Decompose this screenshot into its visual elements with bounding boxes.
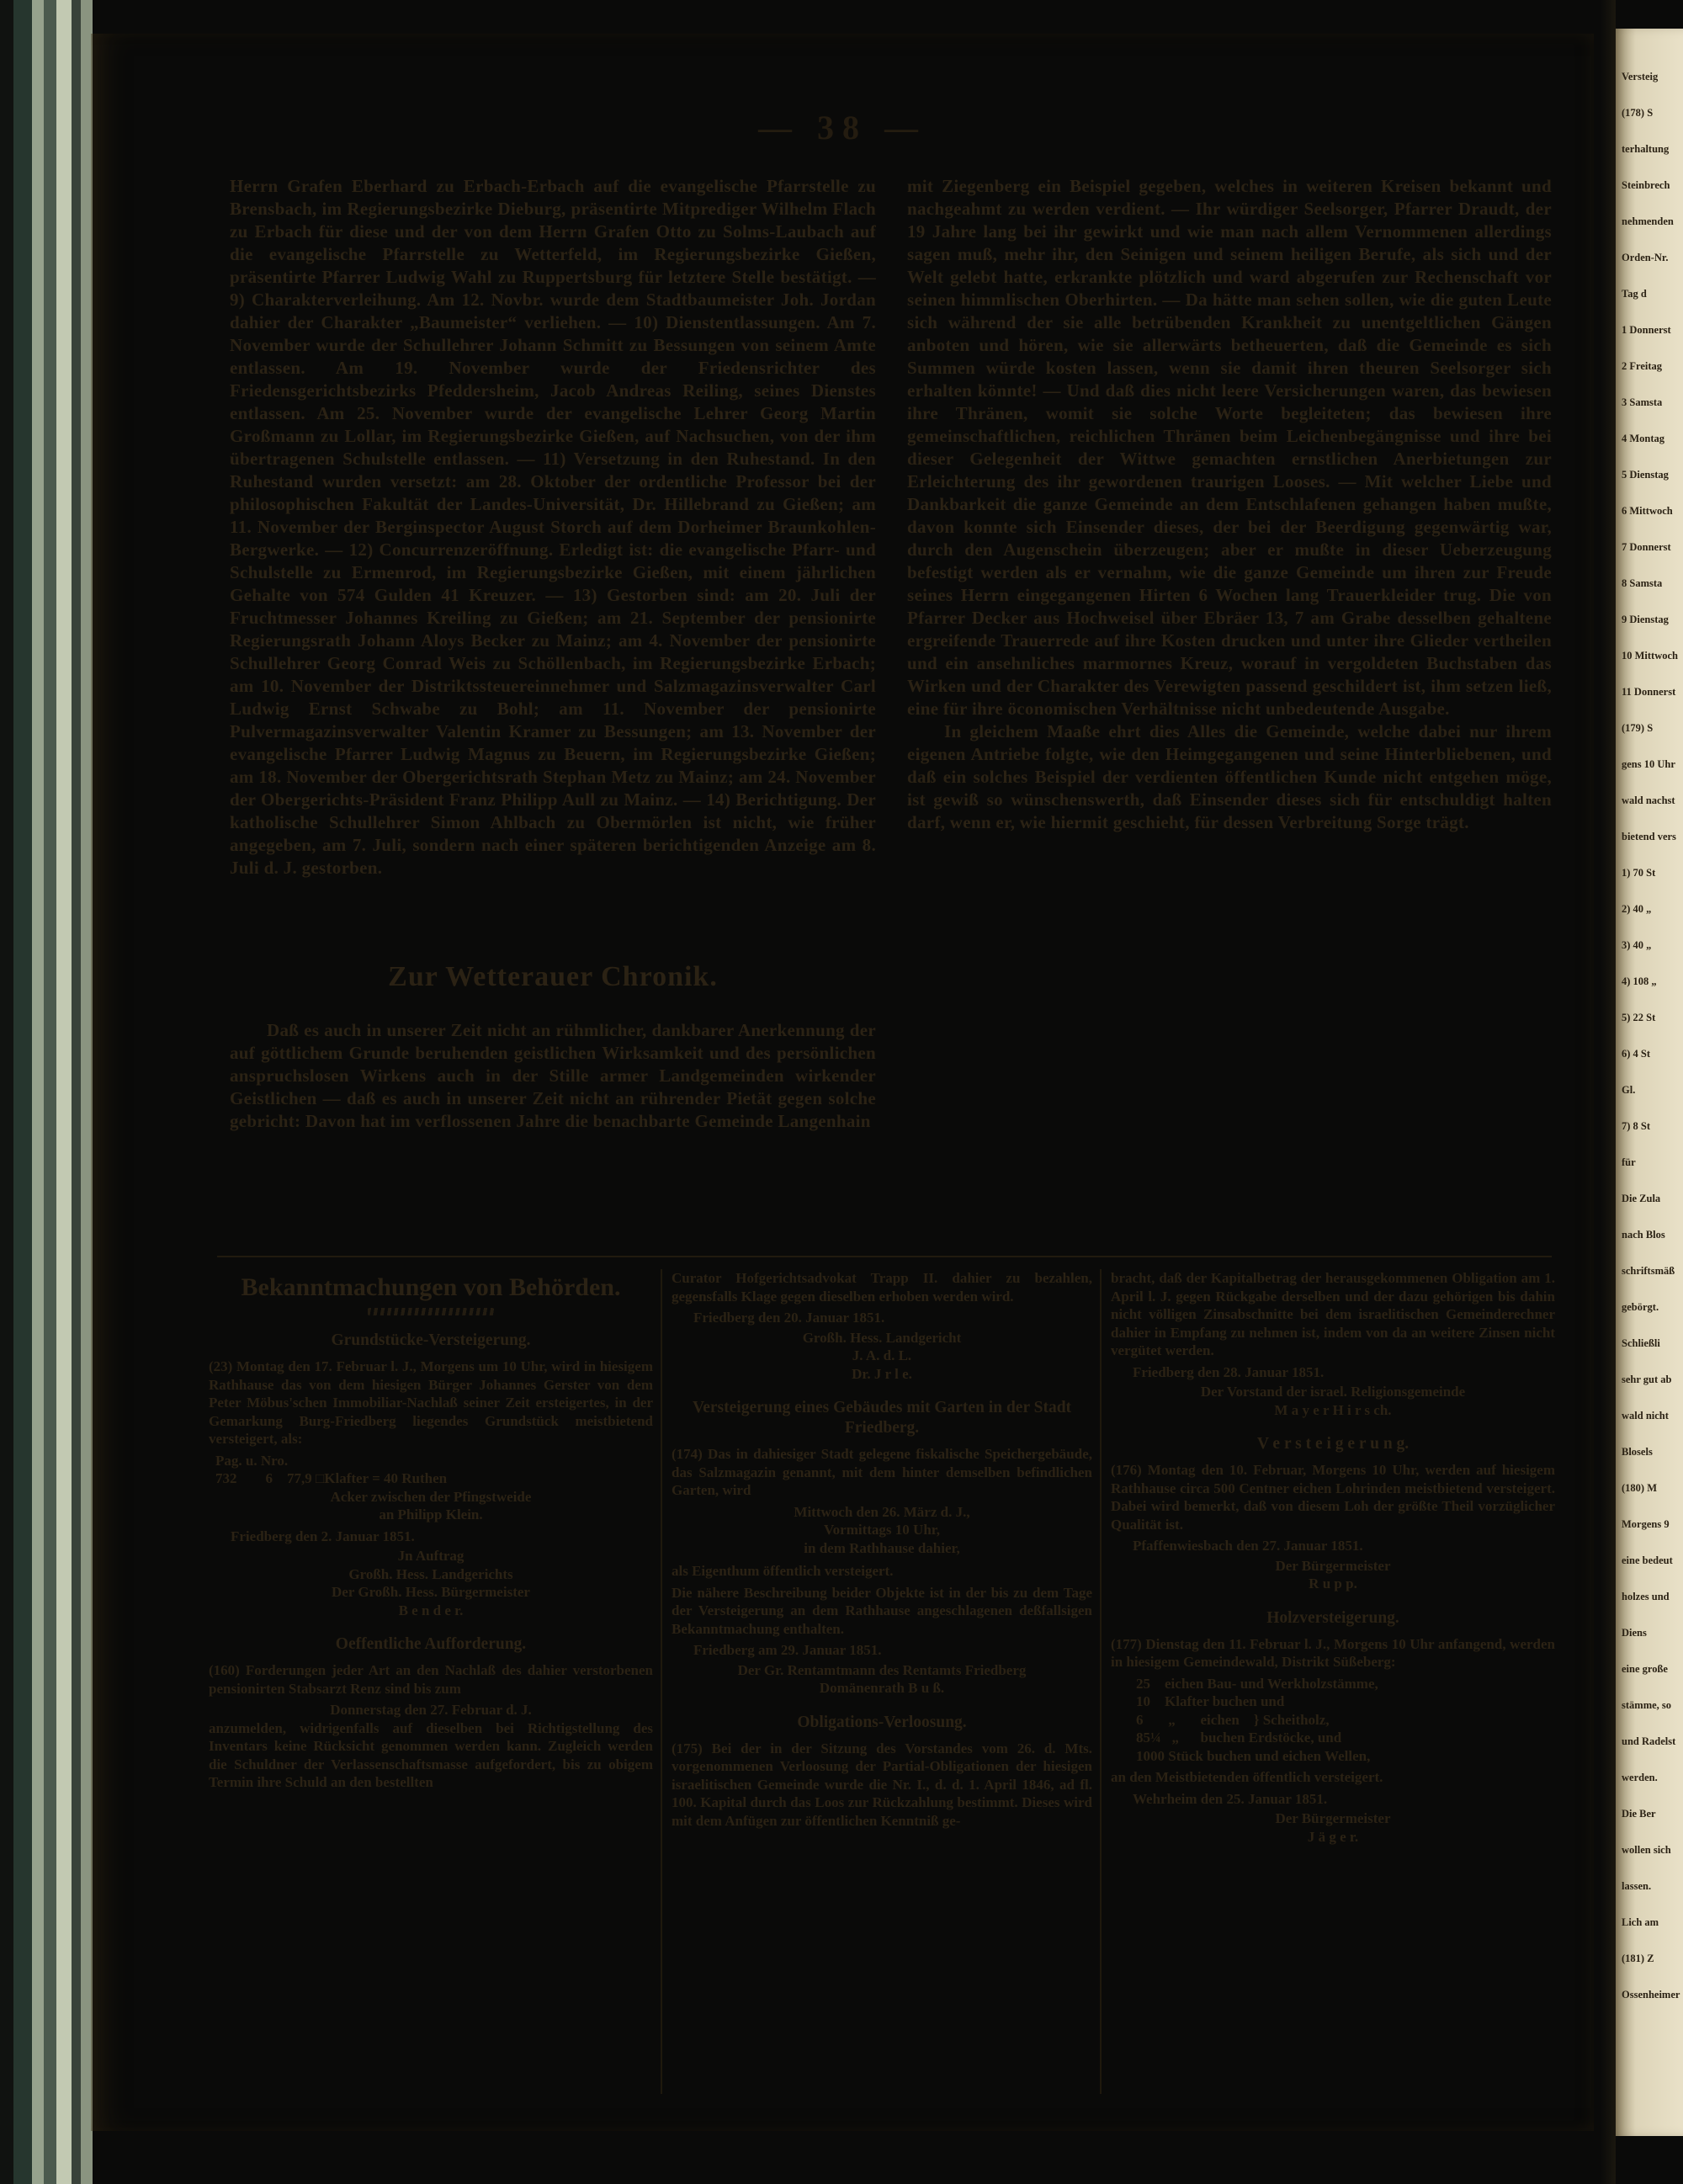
notice-160-body: (160) Forderungen jeder Art an den Nachlaß des dahier verstorbenen pensionirten Stabsarzt Renz sind bis zum bbox=[209, 1662, 653, 1697]
book-edge-strip bbox=[32, 0, 44, 2184]
chronik-body: Daß es auch in unserer Zeit nicht an rühmlicher, dankbarer Anerkennung der auf göttlichem Grunde beruhenden geistlichen Wirksamkeit und des persönlichen anspruchslosen Wirkens auch in der Stille armer Landgemeinden wirkender Geistlichen — daß es auch in unserer Zeit nicht an rührender Pietät gegen solche gebricht: Davon hat im verflossenen Jahre die benachbarte Gemeinde Langenhain bbox=[230, 1020, 876, 1131]
wood-lot-line: 10 Klafter buchen und bbox=[1136, 1693, 1285, 1709]
wood-lot-line: 6 „ eichen } Scheitholz, bbox=[1136, 1711, 1330, 1728]
signature-line: Der Bürgermeister bbox=[1275, 1810, 1391, 1826]
date-line: Friedberg den 28. Januar 1851. bbox=[1133, 1363, 1325, 1380]
signature-line: Domänenrath B u ß. bbox=[819, 1680, 945, 1696]
notice-174-body3: Die nähere Beschreibung beider Objekte ist in der bis zu dem Tage der Versteigerung an dem Rathhause angeschlagenen deßfallsigen Bekanntmachung enthalten. bbox=[672, 1584, 1092, 1637]
upper-left-column bbox=[230, 175, 876, 1133]
next-page-text-fragment: bietend vers bbox=[1622, 831, 1676, 842]
notice-versteigerung-heading: V e r s t e i g e r u n g. bbox=[1256, 1435, 1410, 1453]
date-line: Pfaffenwiesbach den 27. Januar 1851. bbox=[1133, 1538, 1363, 1554]
announcements-title: Bekanntmachungen von Behörden. bbox=[241, 1273, 621, 1301]
auction-datetime-line: Mittwoch den 26. März d. J., bbox=[794, 1503, 970, 1520]
auction-datetime-line: in dem Rathhause dahier, bbox=[804, 1539, 960, 1556]
table-header: Pag. u. Nro. bbox=[215, 1452, 289, 1469]
signature-block bbox=[1111, 1809, 1555, 1846]
next-page-text-fragment: Steinbrech bbox=[1622, 179, 1670, 191]
officials-news-continuation: Herrn Grafen Eberhard zu Erbach-Erbach auf die evangelische Pfarrstelle zu Brensbach, im Regierungsbezirke Dieburg, präsentirte Mitprediger Wilhelm Flach zu Erbach für diese und der von dem Herrn Grafen Otto zu Solms-Laubach auf die evangelische Pfarrstelle zu Wetterfeld, im Regierungsbezirke Gießen, präsentirte Pfarrer Ludwig Wahl zu Ruppertsburg für letztere Stelle bestätigt. — 9) Charakterverleihung. Am 12. Novbr. wurde dem Stadtbaumeister Joh. Jordan dahier der Charakter „Baumeister“ verliehen. — 10) Dienstentlassungen. Am 7. November wurde der Schullehrer Johann Schmitt zu Bessungen von seinem Amte entlassen. Am 19. November wurde der Friedensrichter des Friedensgerichtsbezirks Pfeddersheim, Jacob Andreas Reiling, seines Dienstes entlassen. Am 25. November wurde der evangelische Lehrer Georg Martin Großmann zu Lollar, im Regierungsbezirke Gießen, auf Nachsuchen, von der ihm übertragenen Schulstelle entlassen. — 11) Versetzung in den Ruhestand. In den Ruhestand wurden versetzt: am 28. Oktober der ordentliche Professor bei der philosophischen Fakultät der Landes-Universität, Dr. Hillebrand zu Gießen; am 11. November der Berginspector August Storch auf dem Dorheimer Braunkohlen-Bergwerke. — 12) Concurrenzeröffnung. Erledigt ist: die evangelische Pfarr- und Schulstelle zu Ermenrod, im Regierungsbezirke Gießen, mit einem jährlichen Gehalte von 574 Gulden 41 Kreuzer. — 13) Gestorben sind: am 20. Juli der Fruchtmesser Johannes Kreiling zu Gießen; am 21. September der pensionirte Regierungsrath Johann Aloys Becker zu Mainz; am 4. November der pensionirte Schullehrer Georg Conrad Weis zu Schöllenbach, im Regierungsbezirke Erbach; am 10. November der Distriktssteuereinnehmer und Salzmagazinsverwalter Carl Ludwig Ernst Schwabe zu Bohl; am 11. November der pensionirte Pulvermagazinsverwalter Valentin Kramer zu Bessungen; am 13. November der evangelische Pfarrer Ludwig Magnus zu Beuern, im Regierungsbezirke Gießen; am 18. November der Obergerichtsrath Stephan Metz zu Mainz; am 24. November der Obergerichts-Präsident Franz Philipp Aull zu Mainz. — 14) Berichtigung. Der katholische Schullehrer Simon Ahlbach zu Obermörlen ist nicht, wie früher angegeben, am 7. Juli, sondern nach einer späteren berichtigenden Anzeige am 8. Juli d. J. gestorben. bbox=[230, 176, 876, 878]
next-page-text-fragment: 6 Mittwoch bbox=[1622, 505, 1673, 517]
squiggle-divider bbox=[368, 1308, 494, 1315]
page-number: — 38 — bbox=[758, 109, 926, 146]
next-page-text-fragment: werden. bbox=[1622, 1772, 1658, 1783]
next-page-text-fragment: 1) 70 St bbox=[1622, 867, 1656, 879]
next-page-text-fragment: wollen sich bbox=[1622, 1844, 1671, 1856]
signature-line: B e n d e r. bbox=[398, 1602, 464, 1618]
next-page-text-fragment: Ossenheimer bbox=[1622, 1989, 1680, 2001]
next-page-text-fragment: holzes und bbox=[1622, 1591, 1670, 1602]
notice-177-body: (177) Dienstag den 11. Februar l. J., Morgens 10 Uhr anfangend, werden in hiesigem Gemeindewald, Distrikt Süßeberg: bbox=[1111, 1635, 1555, 1670]
next-page-text-fragment: Lich am bbox=[1622, 1916, 1659, 1928]
signature-block bbox=[1111, 1383, 1555, 1419]
next-page-text-fragment: Versteig bbox=[1622, 71, 1659, 82]
next-page-text-fragment: Morgens 9 bbox=[1622, 1518, 1670, 1530]
next-page-text-fragment: Gl. bbox=[1622, 1084, 1636, 1096]
book-edge-strip bbox=[13, 0, 32, 2184]
auction-datetime-block bbox=[672, 1503, 1092, 1558]
page-gutter bbox=[1594, 0, 1616, 2184]
next-page-text-fragment: 4) 108 „ bbox=[1622, 975, 1657, 987]
table-note: Acker zwischen der Pfingstweide bbox=[330, 1488, 532, 1505]
book-edge-strip bbox=[0, 0, 13, 2184]
upper-right-column bbox=[907, 175, 1552, 834]
signature-line: Großh. Hess. Landgericht bbox=[802, 1329, 962, 1346]
newspaper-page bbox=[91, 34, 1594, 2131]
next-page-text-fragment: 4 Montag bbox=[1622, 433, 1665, 444]
wood-lot-line: 1000 Stück buchen und eichen Wellen, bbox=[1136, 1747, 1371, 1764]
next-page-text-fragment: Diens bbox=[1622, 1627, 1647, 1639]
next-page-text-fragment: sehr gut ab bbox=[1622, 1374, 1672, 1385]
next-page-text-fragment: 11 Donnerst bbox=[1622, 686, 1676, 698]
next-page-edge bbox=[1616, 29, 1683, 2136]
signature-line: Der Bürgermeister bbox=[1275, 1557, 1391, 1574]
notice-160-body2: anzumelden, widrigenfalls auf dieselben bei Richtigstellung des Inventars keine Rücksicht genommen werden kann. Zugleich werden die Schuldner der Verlassenschaftsmasse aufgefordert, bis zu obigem Termin ihre Schuld an den bestellten bbox=[209, 1719, 653, 1790]
table-row: 732 6 77,9 □Klafter = 40 Ruthen bbox=[215, 1470, 448, 1486]
next-page-text-fragment: schriftsmäß bbox=[1622, 1265, 1675, 1277]
next-page-text-fragment: (181) Z bbox=[1622, 1953, 1654, 1964]
signature-line: Dr. J r l e. bbox=[852, 1365, 912, 1382]
date-line: Friedberg den 2. Januar 1851. bbox=[231, 1528, 415, 1544]
notice-174-body2: als Eigenthum öffentlich versteigert. bbox=[672, 1563, 894, 1579]
signature-block bbox=[672, 1329, 1092, 1384]
table-note: an Philipp Klein. bbox=[379, 1506, 483, 1522]
notice-obligations-heading: Obligations-Verloosung. bbox=[797, 1713, 967, 1731]
chronik-story-closing: In gleichem Maaße ehrt dies Alles die Gemeinde, welche dabei nur ihrem eigenen Antriebe folgte, wie den Heimgegangenen und seine Hinterbliebenen, und daß ein solches Beispiel der verdienten öffentlichen Kunde nicht entgehen möge, ist gewiß so wünschenswerth, daß Einsender dieses sich für entschuldigt halten darf, wenn er, wie hiermit geschieht, für dessen Verbreitung Sorge trägt. bbox=[907, 721, 1552, 832]
notice-160-continuation: Curator Hofgerichtsadvokat Trapp II. dahier zu bezahlen, gegensfalls Klage gegen dieselben erhoben werden wird. bbox=[672, 1270, 1092, 1305]
next-page-text-fragment: für bbox=[1622, 1156, 1636, 1168]
notice-aufforderung-heading: Oeffentliche Aufforderung. bbox=[335, 1635, 527, 1653]
next-page-text-fragment: 7 Donnerst bbox=[1622, 541, 1671, 553]
next-page-text-fragment: (179) S bbox=[1622, 722, 1654, 734]
announcements-section bbox=[209, 1269, 1555, 2111]
next-page-text-fragment: wald nicht bbox=[1622, 1410, 1669, 1421]
next-page-text-fragment: nehmenden bbox=[1622, 215, 1674, 227]
next-page-text-fragment: 7) 8 St bbox=[1622, 1120, 1651, 1132]
next-page-text-fragment: (180) M bbox=[1622, 1482, 1657, 1494]
wood-lot-list bbox=[1111, 1675, 1555, 1766]
notice-23-body: (23) Montag den 17. Februar l. J., Morgens um 10 Uhr, wird in hiesigem Rathhause das von dem hiesigen Bürger Johannes Gerster von dem Peter Möbus'schen Immobiliar-Nachlaß seiner Zeit ersteigertes, in der Gemarkung Burg-Friedberg liegendes Grundstück meistbietend versteigert, als: bbox=[209, 1358, 653, 1447]
next-page-text-fragment: wald nachst bbox=[1622, 794, 1675, 806]
next-page-text-fragment: und Radelst bbox=[1622, 1735, 1676, 1747]
notice-175-body: (175) Bei der in der Sitzung des Vorstandes vom 26. d. Mts. vorgenommenen Verloosung der Partial-Obligationen der hiesigen israelitischen Gemeinde wurde die Nr. I., d. d. 1. April 1846, ad fl. 100. Kapital durch das Loos zur Rückzahlung bestimmt. Dieses wird mit dem Anfügen zur öffentlichen Kenntniß ge- bbox=[672, 1740, 1092, 1829]
next-page-text-fragment: stämme, so bbox=[1622, 1699, 1672, 1711]
column-rule bbox=[661, 1269, 662, 2094]
wood-lot-line: 25 eichen Bau- und Werkholzstämme, bbox=[1136, 1675, 1378, 1692]
signature-block bbox=[1111, 1557, 1555, 1593]
next-page-text-fragment: lassen. bbox=[1622, 1880, 1652, 1892]
next-page-text-fragment: eine große bbox=[1622, 1663, 1668, 1675]
next-page-text-fragment: terhaltung bbox=[1622, 143, 1670, 155]
announcements-column-3 bbox=[1111, 1269, 1555, 1851]
signature-line: Der Großh. Hess. Bürgermeister bbox=[332, 1584, 530, 1600]
next-page-text-fragment: 8 Samsta bbox=[1622, 577, 1663, 589]
notice-gebaeude-heading: Versteigerung eines Gebäudes mit Garten in der Stadt Friedberg. bbox=[692, 1399, 1072, 1437]
announcements-column-2 bbox=[672, 1269, 1092, 1833]
signature-line: R u p p. bbox=[1309, 1576, 1357, 1592]
deadline-line: Donnerstag den 27. Februar d. J. bbox=[330, 1702, 532, 1718]
signature-line: Jn Auftrag bbox=[397, 1548, 465, 1564]
section-divider-rule bbox=[217, 1256, 1552, 1257]
signature-line: M a y e r H i r s ch. bbox=[1274, 1401, 1392, 1418]
date-line: Wehrheim den 25. Januar 1851. bbox=[1133, 1790, 1328, 1807]
next-page-text-fragment: Orden-Nr. bbox=[1622, 252, 1669, 263]
notice-holz-heading: Holzversteigerung. bbox=[1266, 1608, 1399, 1627]
signature-line: Großh. Hess. Landgerichts bbox=[348, 1565, 513, 1582]
announcements-column-1 bbox=[209, 1269, 653, 1795]
signature-line: J. A. d. L. bbox=[852, 1347, 912, 1363]
next-page-text-fragment: 9 Dienstag bbox=[1622, 614, 1669, 625]
column-rule bbox=[1100, 1269, 1102, 2094]
notice-176-body: (176) Montag den 10. Februar, Morgens 10 Uhr, werden auf hiesigem Rathhause circa 500 Centner eichen Lohrinden meistbietend versteigert. Dabei wird bemerkt, daß von diesem Loh der größte Theil vorzüglicher Qualität ist. bbox=[1111, 1462, 1555, 1533]
next-page-text-fragment: 5 Dienstag bbox=[1622, 469, 1669, 481]
book-edge-strip bbox=[44, 0, 56, 2184]
next-page-text-fragment: nach Blos bbox=[1622, 1229, 1665, 1241]
next-page-text-fragment: 3 Samsta bbox=[1622, 396, 1663, 408]
next-page-text-fragment: (178) S bbox=[1622, 107, 1654, 119]
notice-177-body2: an den Meistbietenden öffentlich versteigert. bbox=[1111, 1769, 1383, 1785]
next-page-text-fragment: gebörgt. bbox=[1622, 1301, 1659, 1313]
signature-line: Der Gr. Rentamtmann des Rentamts Friedberg bbox=[737, 1661, 1027, 1678]
date-line: Friedberg am 29. Januar 1851. bbox=[693, 1642, 882, 1658]
signature-block bbox=[672, 1661, 1092, 1698]
chronik-story-continuation: mit Ziegenberg ein Beispiel gegeben, welches in weiteren Kreisen bekannt und nachgeahmt zu werden verdient. — Ihr würdiger Seelsorger, Pfarrer Draudt, der 19 Jahre lang bei ihr gewirkt und wie man nach allem Vernommenen allerdings sagen muß, mehr ihr, den Seinigen und seinem heiligen Berufe, als sich und der Welt gelebt hatte, erkrankte plötzlich und ward abgerufen zur Rechenschaft vor seinen himmlischen Oberhirten. — Da hätte man sehen sollen, wie die guten Leute sich während der sie alle betrübenden Krankheit zu unentgeltlichen Gängen anboten und hören, wie sie allerwärts betheuerten, daß die Gemeinde es sich Summen würde kosten lassen, wenn sie damit ihren theuren Seelsorger sich erhalten könnte! — Und daß dies nicht leere Versicherungen waren, das bewiesen ihre Thränen, womit sie solche Worte begleiteten; das bewiesen ihre gemeinschaftlichen, reichlichen Thränen beim Leichenbegängnisse und ihre bei dieser Gelegenheit der Wittwe gemachten ernstlichen Anerbietungen zur Erleichterung des ihr gewordenen traurigen Looses. — Mit welcher Liebe und Dankbarkeit die ganze Gemeinde an dem Entschlafenen gehangen haben mußte, davon konnte sich Einsender dieses, der bei der Beerdigung gegenwärtig war, durch den Augenschein überzeugen; aber er mußte in dieser Ueberzeugung befestigt werden als er vernahm, wie die ganze Gemeinde um ihren zur Freude seines Herrn eingegangenen Hirten 6 Wochen lang Trauerkleider trug. Die von Pfarrer Decker aus Hochweisel über Ebräer 13, 7 am Grabe desselben gehaltene ergreifende Trauerrede auf ihre Kosten drucken und unter ihre Glieder vertheilen und ein ansehnliches marmornes Kreuz, worauf in vergoldeten Buchstaben das Wirken und der Charakter des Verewigten passend geschildert ist, ihm setzen ließ, eine für ihre öconomischen Verhältnisse nicht unbedeutende Ausgabe. bbox=[907, 176, 1552, 719]
chronik-heading: Zur Wetterauer Chronik. bbox=[388, 961, 718, 992]
signature-line: J ä g e r. bbox=[1307, 1828, 1359, 1845]
date-line: Friedberg den 20. Januar 1851. bbox=[693, 1310, 885, 1326]
book-edge-strip bbox=[72, 0, 81, 2184]
next-page-text-fragment: 2) 40 „ bbox=[1622, 903, 1652, 915]
auction-datetime-line: Vormittags 10 Uhr, bbox=[823, 1522, 941, 1538]
notice-175-continuation: bracht, daß der Kapitalbetrag der herausgekommenen Obligation am 1. April l. J. gegen Rückgabe derselben und der dazu gehörigen bis dahin nicht völligen Zinsabschnitte bei dem israelitischen Gemeinderechner dahier in Empfang zu nehmen ist, indem von da an weitere Zinsen nicht vergütet werden. bbox=[1111, 1270, 1555, 1358]
wood-lot-line: 85¼ „ buchen Erdstöcke, und bbox=[1136, 1730, 1342, 1746]
next-page-text-fragment: Schließli bbox=[1622, 1337, 1660, 1349]
notice-grundstuecke-heading: Grundstücke-Versteigerung. bbox=[331, 1331, 531, 1349]
next-page-text-fragment: 3) 40 „ bbox=[1622, 939, 1652, 951]
next-page-text-fragments bbox=[1616, 29, 1683, 2013]
next-page-text-fragment: Tag d bbox=[1622, 288, 1647, 300]
next-page-text-fragment: eine bedeut bbox=[1622, 1554, 1673, 1566]
notice-174-body: (174) Das in dahiesiger Stadt gelegene fiskalische Speichergebäude, das Salzmagazin genannt, mit dem hinter demselben befindlichen Garten, wird bbox=[672, 1446, 1092, 1498]
next-page-text-fragment: Die Ber bbox=[1622, 1808, 1656, 1820]
next-page-text-fragment: 1 Donnerst bbox=[1622, 324, 1671, 336]
next-page-text-fragment: 5) 22 St bbox=[1622, 1012, 1656, 1023]
next-page-text-fragment: 2 Freitag bbox=[1622, 360, 1663, 372]
next-page-text-fragment: Blosels bbox=[1622, 1446, 1653, 1458]
signature-block bbox=[209, 1547, 653, 1619]
next-page-text-fragment: gens 10 Uhr bbox=[1622, 758, 1675, 770]
signature-line: Der Vorstand der israel. Religionsgemeinde bbox=[1200, 1384, 1466, 1400]
next-page-text-fragment: 10 Mittwoch bbox=[1622, 650, 1678, 662]
book-edge-strip bbox=[56, 0, 72, 2184]
next-page-text-fragment: Die Zula bbox=[1622, 1193, 1661, 1204]
next-page-text-fragment: 6) 4 St bbox=[1622, 1048, 1651, 1060]
